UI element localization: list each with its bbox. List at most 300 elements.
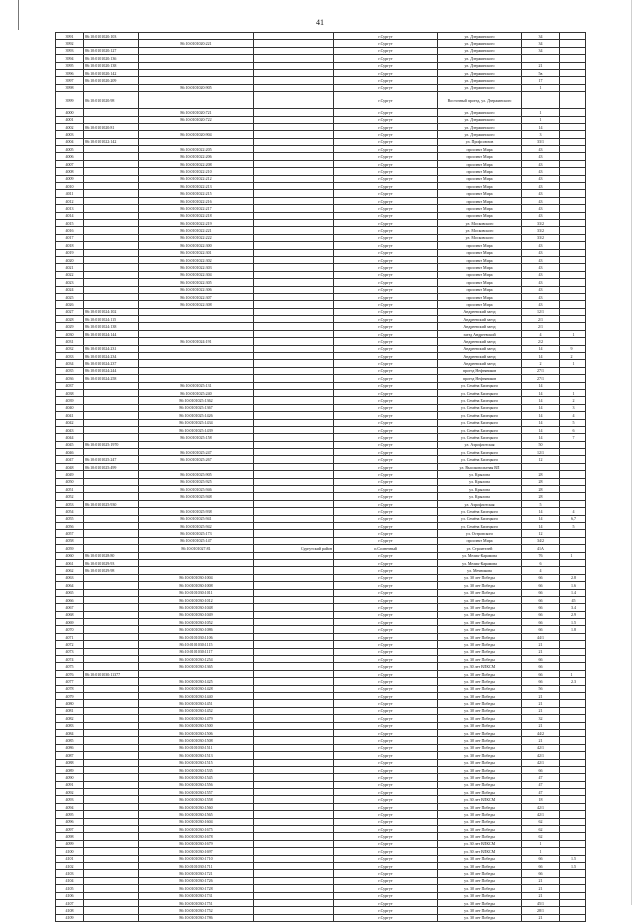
table-row xyxy=(56,766,586,773)
object-cadastral-number: 86:10:0101030:1711 xyxy=(139,862,254,869)
cadastral-number xyxy=(84,870,139,877)
table-row xyxy=(56,77,586,84)
district xyxy=(254,256,334,263)
table-row xyxy=(56,648,586,655)
district xyxy=(254,109,334,116)
house-number: 43 xyxy=(522,168,560,175)
building-apartment-cell xyxy=(560,700,586,707)
row-number: 4066 xyxy=(56,596,84,603)
house-number: 21 xyxy=(522,722,560,729)
locality: г.Сургут xyxy=(334,316,438,323)
row-number: 4061 xyxy=(56,559,84,566)
building-apartment-cell xyxy=(560,197,586,204)
object-cadastral-number: 86:10:0101030:1535 xyxy=(139,766,254,773)
cadastral-number xyxy=(84,301,139,308)
apartment: 1 xyxy=(572,390,575,396)
table-row xyxy=(56,530,586,537)
street: ул. 30 лет Победы xyxy=(438,885,522,892)
district xyxy=(254,382,334,389)
district xyxy=(254,441,334,448)
cadastral-number: 86:10:0101020:142 xyxy=(84,69,139,76)
object-cadastral-number xyxy=(139,69,254,76)
street: ул. 30 лет Победы xyxy=(438,899,522,906)
cadastral-number xyxy=(84,175,139,182)
object-cadastral-number xyxy=(139,62,254,69)
district xyxy=(254,907,334,914)
building-apartment-cell xyxy=(560,752,586,759)
apartment: 1.8 xyxy=(571,627,576,633)
street: ул. Семёна Билецкого xyxy=(438,456,522,463)
table-row xyxy=(56,781,586,788)
house-number xyxy=(522,55,560,62)
building-apartment-cell xyxy=(560,249,586,256)
house-number: 12 xyxy=(522,530,560,537)
table-row xyxy=(56,205,586,212)
cadastral-number xyxy=(84,183,139,190)
cadastral-number xyxy=(84,633,139,640)
locality: г.Сургут xyxy=(334,619,438,626)
row-number: 4020 xyxy=(56,256,84,263)
table-row xyxy=(56,722,586,729)
building-apartment-cell xyxy=(560,449,586,456)
street: ул. 30 лет Победы xyxy=(438,826,522,833)
district xyxy=(254,515,334,522)
house-number: 42/1 xyxy=(522,803,560,810)
object-cadastral-number: 86:10:0101030:1556 xyxy=(139,781,254,788)
cadastral-number xyxy=(84,626,139,633)
object-cadastral-number xyxy=(139,441,254,448)
building-apartment-cell xyxy=(560,146,586,153)
house-number: 66 xyxy=(522,604,560,611)
district xyxy=(254,796,334,803)
table-row xyxy=(56,500,586,507)
house-number: 14 xyxy=(522,523,560,530)
cadastral-number xyxy=(84,537,139,544)
locality: г.Сургут xyxy=(334,419,438,426)
table-row xyxy=(56,116,586,123)
house-number: 28/1 xyxy=(522,907,560,914)
locality: г.Сургут xyxy=(334,848,438,855)
house-number: 66 xyxy=(522,574,560,581)
cadastral-number xyxy=(84,907,139,914)
row-number: 4001 xyxy=(56,116,84,123)
locality: г.Сургут xyxy=(334,700,438,707)
house-number: 66 xyxy=(522,678,560,685)
locality: г.Сургут xyxy=(334,33,438,40)
cadastral-number xyxy=(84,722,139,729)
cadastral-number xyxy=(84,589,139,596)
building-apartment-cell xyxy=(560,205,586,212)
object-cadastral-number: 86:10:0101030:1560 xyxy=(139,803,254,810)
cadastral-number xyxy=(84,789,139,796)
building-apartment-cell xyxy=(560,219,586,226)
object-cadastral-number: 86:10:0101030:1425 xyxy=(139,678,254,685)
district xyxy=(254,877,334,884)
building-apartment-cell xyxy=(560,641,586,648)
street: проспект Мира xyxy=(438,197,522,204)
house-number: 34 xyxy=(522,40,560,47)
object-cadastral-number: 86:10:0101030:1011 xyxy=(139,589,254,596)
locality: г.Сургут xyxy=(334,367,438,374)
row-number: 4023 xyxy=(56,279,84,286)
street: проспект Мира xyxy=(438,183,522,190)
object-cadastral-number xyxy=(139,463,254,470)
building-apartment-cell xyxy=(560,552,586,559)
cadastral-number: 86:10:0101029:98 xyxy=(84,567,139,574)
street: ул. 30 лет Победы xyxy=(438,604,522,611)
building-apartment-cell xyxy=(560,729,586,736)
cadastral-number xyxy=(84,604,139,611)
building-apartment-cell xyxy=(560,33,586,40)
district xyxy=(254,803,334,810)
row-number: 4007 xyxy=(56,160,84,167)
table-row xyxy=(56,545,586,552)
house-number: 2/1 xyxy=(522,323,560,330)
street: ул. 30 лет Победы xyxy=(438,759,522,766)
building-apartment-cell xyxy=(560,722,586,729)
street: Андреевский заезд xyxy=(438,316,522,323)
building-apartment-cell xyxy=(560,160,586,167)
cadastral-number xyxy=(84,648,139,655)
building-apartment-cell xyxy=(560,766,586,773)
building-apartment-cell xyxy=(560,818,586,825)
building-apartment-cell xyxy=(560,744,586,751)
house-number: 66 xyxy=(522,611,560,618)
district xyxy=(254,412,334,419)
row-number: 4078 xyxy=(56,685,84,692)
house-number: 43 xyxy=(522,146,560,153)
locality: г.Сургут xyxy=(334,781,438,788)
district xyxy=(254,419,334,426)
locality: г.Сургут xyxy=(334,729,438,736)
cadastral-number: 86:10:0101022:142 xyxy=(84,138,139,145)
table-row xyxy=(56,892,586,899)
object-cadastral-number: 86:10:0101022:303 xyxy=(139,264,254,271)
cadastral-number xyxy=(84,486,139,493)
house-number: 2/2 xyxy=(522,338,560,345)
cadastral-number xyxy=(84,530,139,537)
building-apartment-cell xyxy=(560,330,586,337)
house-number: 42/1 xyxy=(522,744,560,751)
district xyxy=(254,744,334,751)
object-cadastral-number: 86:10:0101022:212 xyxy=(139,175,254,182)
house-number: 66 xyxy=(522,656,560,663)
locality: г.Сургут xyxy=(334,353,438,360)
locality: г.Сургут xyxy=(334,648,438,655)
table-row xyxy=(56,256,586,263)
cadastral-number xyxy=(84,146,139,153)
street: ул. 30 лет Победы xyxy=(438,737,522,744)
cadastral-number xyxy=(84,774,139,781)
cadastral-number xyxy=(84,752,139,759)
district xyxy=(254,146,334,153)
building-apartment-cell xyxy=(560,811,586,818)
apartment: 3.4 xyxy=(571,604,576,610)
locality: г.Сургут xyxy=(334,840,438,847)
object-cadastral-number: 86:10:0101022:301 xyxy=(139,249,254,256)
street: ул. 30 лет Победы xyxy=(438,892,522,899)
table-row xyxy=(56,789,586,796)
street: ул. Дзержинского xyxy=(438,131,522,138)
object-cadastral-number: 86:10:0101030:1515 xyxy=(139,759,254,766)
street: Восточный проезд, ул. Дзержинского xyxy=(438,92,522,109)
house-number: 43 xyxy=(522,256,560,263)
locality: г.Сургут xyxy=(334,330,438,337)
row-number: 3993 xyxy=(56,47,84,54)
locality: г.Сургут xyxy=(334,426,438,433)
cadastral-number: 86:10:0101024:234 xyxy=(84,353,139,360)
district xyxy=(254,434,334,441)
street: Андреевский заезд xyxy=(438,360,522,367)
street: ул. Дзержинского xyxy=(438,47,522,54)
district xyxy=(254,678,334,685)
building-apartment-cell xyxy=(560,123,586,130)
street: проспект Мира xyxy=(438,301,522,308)
building-apartment-cell xyxy=(560,175,586,182)
object-cadastral-number: 86:10:0101030:1452 xyxy=(139,707,254,714)
street: ул. Семёна Билецкого xyxy=(438,382,522,389)
house-number: 28 xyxy=(522,493,560,500)
house-number: 34 xyxy=(522,33,560,40)
house-number: 14 xyxy=(522,434,560,441)
object-cadastral-number: 86:10:0101030:1428 xyxy=(139,685,254,692)
street: ул. Семёна Билецкого xyxy=(438,508,522,515)
district xyxy=(254,862,334,869)
street: проспект Мира xyxy=(438,146,522,153)
row-number: 4106 xyxy=(56,892,84,899)
district xyxy=(254,33,334,40)
locality: г.Сургут xyxy=(334,670,438,677)
street: проспект Мира xyxy=(438,537,522,544)
row-number: 4087 xyxy=(56,752,84,759)
row-number: 4075 xyxy=(56,663,84,670)
row-number: 4032 xyxy=(56,345,84,352)
table-row xyxy=(56,774,586,781)
district xyxy=(254,737,334,744)
building-apartment-cell xyxy=(560,596,586,603)
district xyxy=(254,367,334,374)
row-number: 4104 xyxy=(56,877,84,884)
row-number: 4057 xyxy=(56,530,84,537)
cadastral-number: 86:10:0101020:136 xyxy=(84,55,139,62)
cadastral-number: 86:10:0101025:499 xyxy=(84,463,139,470)
building-apartment-cell xyxy=(560,434,586,441)
house-number: 66 xyxy=(522,855,560,862)
table-row xyxy=(56,848,586,855)
street: ул. Дзержинского xyxy=(438,84,522,91)
table-row xyxy=(56,426,586,433)
locality: г.Сургут xyxy=(334,508,438,515)
cadastral-number xyxy=(84,190,139,197)
cadastral-number xyxy=(84,249,139,256)
locality: г.Сургут xyxy=(334,552,438,559)
district xyxy=(254,153,334,160)
apartment: 1 xyxy=(572,331,575,337)
locality: г.Сургут xyxy=(334,308,438,315)
district xyxy=(254,567,334,574)
table-row xyxy=(56,633,586,640)
locality: г.Сургут xyxy=(334,146,438,153)
cadastral-number: 86:10:0101028:80 xyxy=(84,552,139,559)
table-row xyxy=(56,803,586,810)
locality: г.Сургут xyxy=(334,227,438,234)
locality: г.Сургут xyxy=(334,486,438,493)
cadastral-number xyxy=(84,508,139,515)
house-number: 28 xyxy=(522,486,560,493)
house-number: 33/2 xyxy=(522,219,560,226)
house-number: 66 xyxy=(522,670,560,677)
locality: г.Сургут xyxy=(334,722,438,729)
table-row xyxy=(56,419,586,426)
building-apartment-cell xyxy=(560,877,586,884)
district xyxy=(254,449,334,456)
building-apartment-cell xyxy=(560,885,586,892)
house-number: 33/2 xyxy=(522,227,560,234)
table-row xyxy=(56,360,586,367)
table-row xyxy=(56,582,586,589)
house-number: 42/1 xyxy=(522,752,560,759)
cadastral-number xyxy=(84,545,139,552)
street: ул. 30 лет Победы xyxy=(438,752,522,759)
district xyxy=(254,212,334,219)
locality: г.Сургут xyxy=(334,116,438,123)
locality: г.Сургут xyxy=(334,77,438,84)
district xyxy=(254,774,334,781)
street: ул. 30 лет Победы xyxy=(438,914,522,921)
object-cadastral-number: 86:10:0101030:1558 xyxy=(139,796,254,803)
row-number: 3998 xyxy=(56,84,84,91)
house-number: 43 xyxy=(522,153,560,160)
row-number: 3995 xyxy=(56,62,84,69)
street: ул. Семёна Билецкого xyxy=(438,412,522,419)
cadastral-number xyxy=(84,234,139,241)
building-apartment-cell xyxy=(560,559,586,566)
district xyxy=(254,759,334,766)
table-row xyxy=(56,508,586,515)
row-number: 4021 xyxy=(56,264,84,271)
row-number: 3992 xyxy=(56,40,84,47)
street: ул. 30 лет Победы xyxy=(438,862,522,869)
object-cadastral-number: 86:10:0101020:221 xyxy=(139,40,254,47)
house-number: 56 xyxy=(522,685,560,692)
district xyxy=(254,656,334,663)
object-cadastral-number: 86:10:0101030:1679 xyxy=(139,840,254,847)
cadastral-number: 86:10:0101025:247 xyxy=(84,456,139,463)
house-number: 21 xyxy=(522,737,560,744)
row-number: 4044 xyxy=(56,434,84,441)
house-number: 17 xyxy=(522,77,560,84)
locality: г.Сургут xyxy=(334,293,438,300)
cadastral-number xyxy=(84,293,139,300)
building-apartment-cell xyxy=(560,523,586,530)
district xyxy=(254,323,334,330)
locality: г.Сургут xyxy=(334,752,438,759)
locality: г.Сургут xyxy=(334,360,438,367)
object-cadastral-number: 86:10:0101025:925 xyxy=(139,478,254,485)
object-cadastral-number: 86:10:0101025:158 xyxy=(139,434,254,441)
table-row xyxy=(56,471,586,478)
locality: г.Сургут xyxy=(334,870,438,877)
house-number: 62 xyxy=(522,833,560,840)
cadastral-number xyxy=(84,279,139,286)
locality: г.Сургут xyxy=(334,175,438,182)
building-apartment-cell xyxy=(560,47,586,54)
district xyxy=(254,62,334,69)
street: ул. Мечникова xyxy=(438,567,522,574)
building-apartment-cell xyxy=(560,656,586,663)
locality: г.Сургут xyxy=(334,559,438,566)
district xyxy=(254,92,334,109)
row-number: 4109 xyxy=(56,914,84,921)
object-cadastral-number: 86:10:0101025:131 xyxy=(139,382,254,389)
object-cadastral-number xyxy=(139,353,254,360)
district xyxy=(254,833,334,840)
cadastral-number xyxy=(84,256,139,263)
house-number: 43 xyxy=(522,183,560,190)
row-number: 4045 xyxy=(56,441,84,448)
apartment: 1.5 xyxy=(571,863,576,869)
row-number: 3996 xyxy=(56,69,84,76)
object-cadastral-number: 86:10:0101030:1115 xyxy=(139,641,254,648)
object-cadastral-number: 86:10:0101025:1362 xyxy=(139,397,254,404)
house-number: 43 xyxy=(522,212,560,219)
row-number: 4094 xyxy=(56,803,84,810)
building-apartment-cell xyxy=(560,626,586,633)
row-number: 4095 xyxy=(56,811,84,818)
locality: г.Сургут xyxy=(334,685,438,692)
building-apartment-cell xyxy=(560,92,586,109)
building-apartment-cell xyxy=(560,77,586,84)
district xyxy=(254,811,334,818)
object-cadastral-number xyxy=(139,375,254,382)
cadastral-number xyxy=(84,848,139,855)
table-row xyxy=(56,227,586,234)
house-number: 14 xyxy=(522,123,560,130)
object-cadastral-number: 86:10:0101022:206 xyxy=(139,153,254,160)
locality: г.Сургут xyxy=(334,796,438,803)
table-row xyxy=(56,286,586,293)
cadastral-number xyxy=(84,397,139,404)
district xyxy=(254,685,334,692)
table-row xyxy=(56,737,586,744)
street: ул. Дзержинского xyxy=(438,62,522,69)
object-cadastral-number: 86:10:0101022:205 xyxy=(139,146,254,153)
district xyxy=(254,249,334,256)
house-number: 76 xyxy=(522,552,560,559)
house-number: 66 xyxy=(522,626,560,633)
object-cadastral-number: 86:10:0101022:222 xyxy=(139,234,254,241)
locality: г.Сургут xyxy=(334,899,438,906)
locality: г.Сургут xyxy=(334,744,438,751)
locality: г.Сургут xyxy=(334,205,438,212)
table-row xyxy=(56,160,586,167)
house-number: 1 xyxy=(522,84,560,91)
cadastral-number xyxy=(84,84,139,91)
apartment: 3 xyxy=(572,405,575,411)
row-number: 4092 xyxy=(56,789,84,796)
cadastral-number xyxy=(84,574,139,581)
street: ул. Семёна Билецкого xyxy=(438,434,522,441)
cadastral-number xyxy=(84,862,139,869)
table-row xyxy=(56,537,586,544)
table-row xyxy=(56,700,586,707)
apartment: 1.4 xyxy=(571,590,576,596)
locality: г.Сургут xyxy=(334,234,438,241)
table-row xyxy=(56,33,586,40)
object-cadastral-number: 86:10:0101030:1048 xyxy=(139,604,254,611)
cadastral-number: 86:10:0101024:244 xyxy=(84,367,139,374)
register-table-body xyxy=(56,33,586,922)
